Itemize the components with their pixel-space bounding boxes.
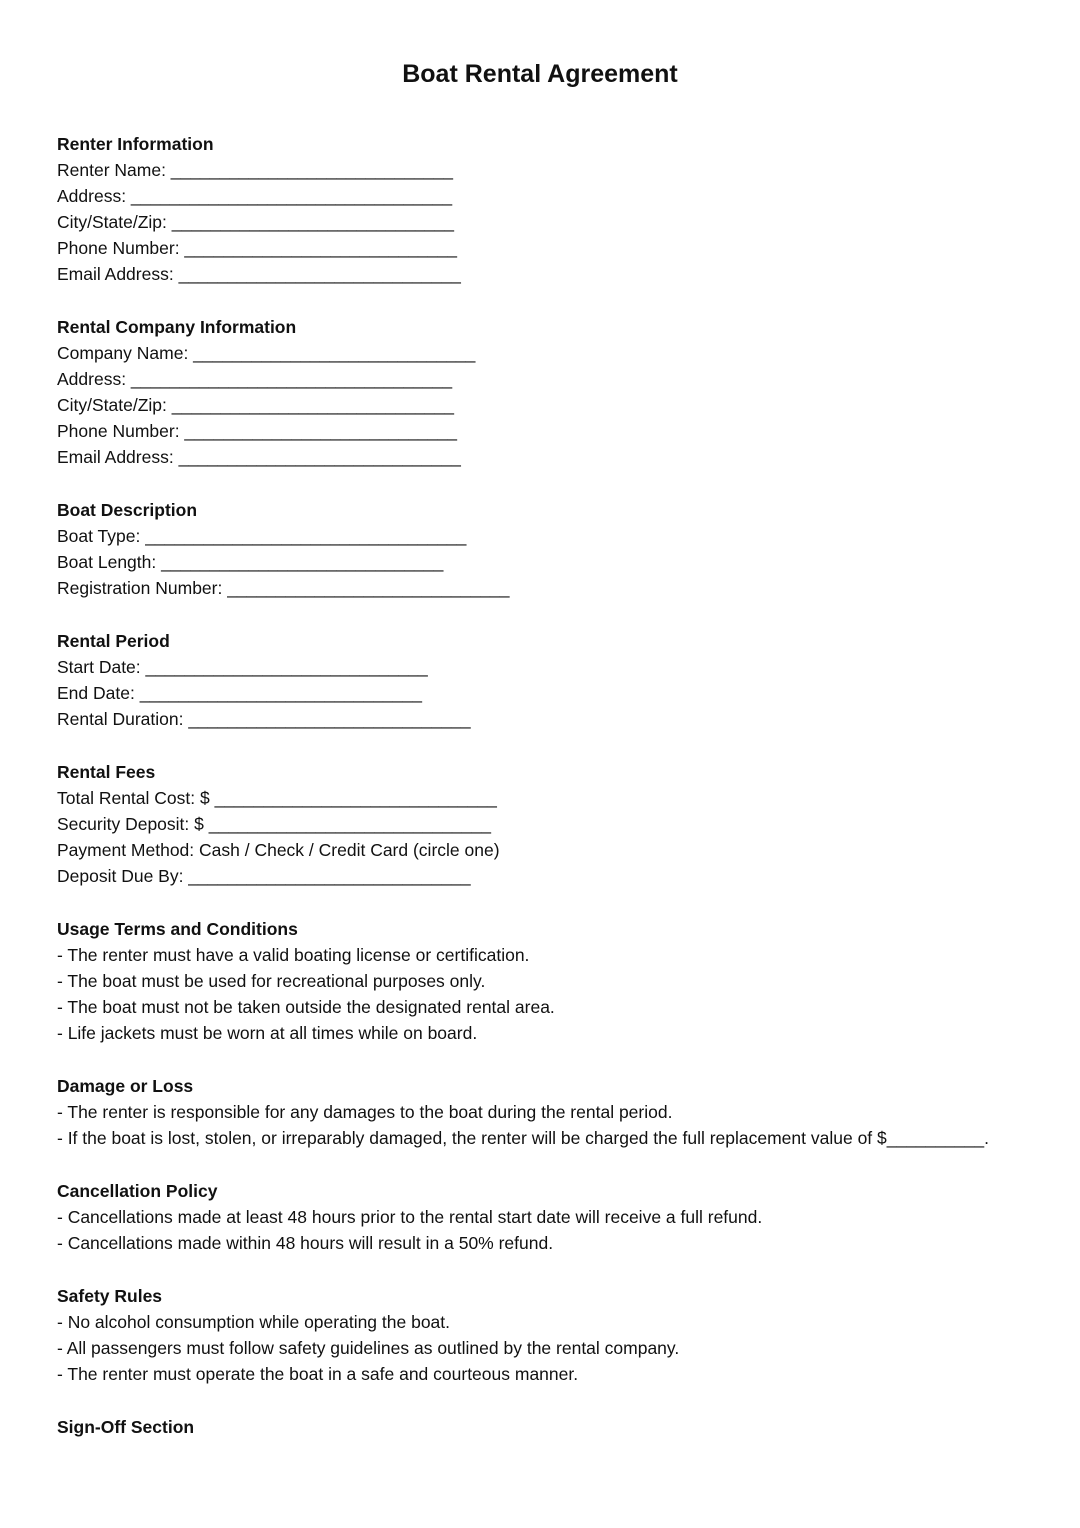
section-heading: Renter Information [57,134,214,154]
form-field-line: City/State/Zip: _____________________________ [57,395,455,415]
clause-item: - Cancellations made within 48 hours will result in a 50% refund. [57,1233,554,1253]
section-heading: Rental Company Information [57,317,297,337]
form-field-line: Security Deposit: $ _____________________________ [57,814,491,834]
section-sign-off-section [57,1414,1040,1440]
form-field-line: Address: _________________________________ [57,369,453,389]
form-field-line: End Date: _____________________________ [57,683,422,703]
section-rental-company-information [57,314,1040,470]
section-boat-description [57,497,1040,601]
form-field-line: Phone Number: ____________________________ [57,421,457,441]
section-safety-rules [57,1283,1040,1387]
form-field-line: Boat Type: _________________________________ [57,526,467,546]
section-heading: Usage Terms and Conditions [57,919,298,939]
section-heading: Damage or Loss [57,1076,194,1096]
clause-item: - The boat must be used for recreational purposes only. [57,971,486,991]
section-heading: Rental Fees [57,762,156,782]
clause-item: - No alcohol consumption while operating the boat. [57,1312,451,1332]
clause-item: - Cancellations made at least 48 hours prior to the rental start date will receive a full refund. [57,1207,763,1227]
clause-item: - If the boat is lost, stolen, or irreparably damaged, the renter will be charged the full replacement value of $__________. [57,1128,989,1148]
form-field-line: Company Name: _____________________________ [57,343,476,363]
form-field-line: Start Date: _____________________________ [57,657,428,677]
section-rental-fees [57,759,1040,889]
clause-item: - All passengers must follow safety guidelines as outlined by the rental company. [57,1338,680,1358]
form-field-line: Email Address: _____________________________ [57,447,461,467]
form-field-line: Boat Length: _____________________________ [57,552,444,572]
form-field-line: Registration Number: _____________________________ [57,578,510,598]
clause-item: - Life jackets must be worn at all times while on board. [57,1023,478,1043]
clause-item: - The boat must not be taken outside the designated rental area. [57,997,555,1017]
form-field-line: Rental Duration: _____________________________ [57,709,471,729]
section-heading: Boat Description [57,500,198,520]
section-heading: Sign-Off Section [57,1417,195,1437]
form-field-line: Total Rental Cost: $ _____________________________ [57,788,497,808]
document-title: Boat Rental Agreement [402,60,678,88]
section-usage-terms-and-conditions [57,916,1040,1046]
clause-item: - The renter must operate the boat in a safe and courteous manner. [57,1364,579,1384]
form-field-line: City/State/Zip: _____________________________ [57,212,455,232]
form-field-line: Deposit Due By: _____________________________ [57,866,471,886]
section-damage-or-loss [57,1073,1040,1151]
form-field-line: Payment Method: Cash / Check / Credit Card (circle one) [57,840,500,860]
section-heading: Rental Period [57,631,170,651]
section-rental-period [57,628,1040,732]
clause-item: - The renter must have a valid boating license or certification. [57,945,530,965]
section-renter-information [57,131,1040,287]
clause-item: - The renter is responsible for any damages to the boat during the rental period. [57,1102,673,1122]
form-field-line: Phone Number: ____________________________ [57,238,457,258]
section-heading: Safety Rules [57,1286,163,1306]
section-cancellation-policy [57,1178,1040,1256]
form-field-line: Renter Name: _____________________________ [57,160,454,180]
form-field-line: Address: _________________________________ [57,186,453,206]
section-heading: Cancellation Policy [57,1181,218,1201]
document-body [57,131,1040,1467]
form-field-line: Email Address: _____________________________ [57,264,461,284]
